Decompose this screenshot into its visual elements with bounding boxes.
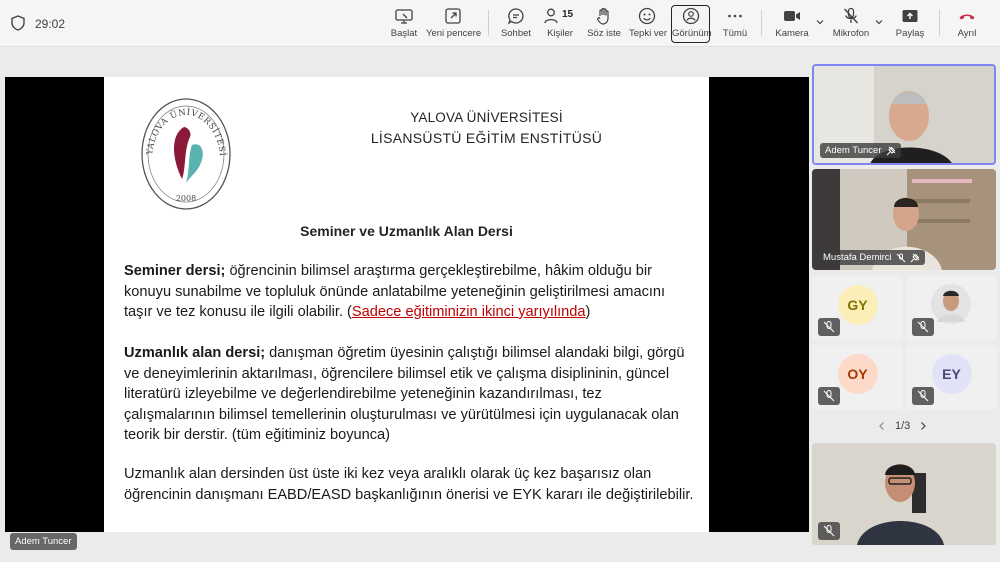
toolbar-divider [488, 10, 489, 36]
participant-avatar: GY [838, 285, 878, 325]
toolbar-divider [939, 10, 940, 36]
self-view-tile[interactable] [812, 443, 996, 545]
new-window-button[interactable]: Yeni pencere [426, 6, 480, 42]
participant-pager [877, 420, 937, 432]
chevron-right-icon[interactable] [918, 421, 928, 431]
hang-up-icon [957, 6, 977, 26]
presenter-label: Adem Tuncer [10, 533, 77, 550]
start-icon [394, 6, 414, 26]
meeting-timer: 29:02 [35, 17, 66, 31]
new-window-icon [443, 6, 463, 26]
participant-tile-gy[interactable] [812, 276, 903, 341]
people-icon [542, 6, 562, 26]
participant-tile-photo[interactable] [906, 276, 997, 341]
mic-off-badge [912, 318, 934, 336]
participant-avatar: EY [932, 354, 972, 394]
participant-tile-adem-tuncer[interactable] [812, 64, 996, 165]
participant-tile-mustafa-demirci[interactable] [812, 169, 996, 270]
mic-off-badge [818, 387, 840, 405]
logo-arc-text: YALOVA ÜNİVERSİTESİ [145, 107, 227, 157]
institution-name: YALOVA ÜNİVERSİTESİ [410, 110, 563, 125]
mic-off-icon [896, 253, 906, 263]
participant-tile-ey[interactable] [906, 345, 997, 410]
logo-year: 2008 [175, 194, 197, 203]
slide-title: Seminer ve Uzmanlık Alan Dersi [300, 223, 513, 239]
participant-name-tag: Adem Tuncer [820, 143, 901, 158]
raise-hand-button[interactable]: Söz iste [587, 6, 621, 42]
shield-icon [11, 15, 25, 31]
seminar-paragraph: Seminer dersi; öğrencinin bilimsel araştırma gerçekleştirebilme, hâkim olduğu bir konuyu sunabilme ve topluluk önünde anlatabilme yeteneğinin geliştirilmesi amacını taşır ve tez konusu ile ilgili olabilir. (Sadece eğitiminizin ikinci yarıyılında) [124, 263, 666, 320]
institute-name: LİSANSÜSTÜ EĞİTİM ENSTİTÜSÜ [370, 130, 603, 146]
more-icon [725, 6, 745, 26]
camera-options-chevron-icon[interactable] [816, 18, 824, 26]
failure-rule-paragraph: Uzmanlık alan dersinden üst üste iki kez veya aralıklı olarak üç kez başarısız olan öğrencinin danışmanı EABD/EASD başkanlığının önerisi ve EYK kararı ile değiştirilebilir. [124, 466, 694, 503]
camera-button[interactable]: Kamera [774, 6, 810, 42]
mic-off-badge [912, 387, 934, 405]
more-button[interactable]: Tümü [720, 6, 750, 42]
view-icon [681, 6, 701, 26]
toolbar-divider [761, 10, 762, 36]
share-icon [900, 6, 920, 26]
mic-options-chevron-icon[interactable] [875, 18, 883, 26]
chevron-left-icon[interactable] [877, 421, 887, 431]
emoji-icon [637, 6, 657, 26]
mic-off-icon [818, 387, 840, 405]
chat-button[interactable]: Sohbet [499, 6, 533, 42]
people-count: 15 [562, 9, 574, 20]
chat-icon [506, 6, 526, 26]
people-button[interactable]: 15 Kişiler [541, 6, 579, 42]
meeting-toolbar [0, 0, 1000, 47]
participant-avatar [931, 284, 971, 324]
presentation-slide [104, 77, 709, 532]
react-button[interactable]: Tepki ver [629, 6, 665, 42]
specialization-paragraph: Uzmanlık alan dersi; danışman öğretim üyesinin çalıştığı bilimsel alandaki bilgi, görgü ve deneyimlerinin aktarılması, öğrencilere bilimsel etik ve çalışma disiplininin, güncel literatürü izleyebilme ve değerlendirebilme yeteneğinin kazandırılması, tez çalışmalarının bilimsel temellerinin oluşturulması ve yürütülmesi için uygulanacak olan teorik bir derstir. (tüm eğitiminiz boyunca) [124, 345, 685, 443]
mic-off-icon [912, 318, 934, 336]
leave-button[interactable]: Ayrıl [952, 6, 982, 42]
start-button[interactable]: Başlat [387, 6, 421, 42]
hand-icon [594, 6, 614, 26]
participant-tile-oy[interactable] [812, 345, 903, 410]
mic-off-icon [912, 387, 934, 405]
mic-off-icon [818, 522, 840, 540]
view-button[interactable]: Görünüm [671, 5, 710, 43]
mic-off-icon [818, 318, 840, 336]
participant-name-tag: Mustafa Demirci [818, 250, 925, 265]
share-button[interactable]: Paylaş [893, 6, 927, 42]
pin-icon [886, 146, 896, 156]
second-semester-link[interactable]: Sadece eğitiminizin ikinci yarıyılında [351, 304, 586, 320]
mic-off-icon [841, 6, 861, 26]
mic-off-badge [818, 522, 840, 540]
microphone-button[interactable]: Mikrofon [832, 6, 870, 42]
camera-icon [782, 6, 802, 26]
participant-avatar: OY [838, 354, 878, 394]
mic-off-badge [818, 318, 840, 336]
pin-icon [910, 253, 920, 263]
page-indicator: 1/3 [895, 420, 911, 432]
